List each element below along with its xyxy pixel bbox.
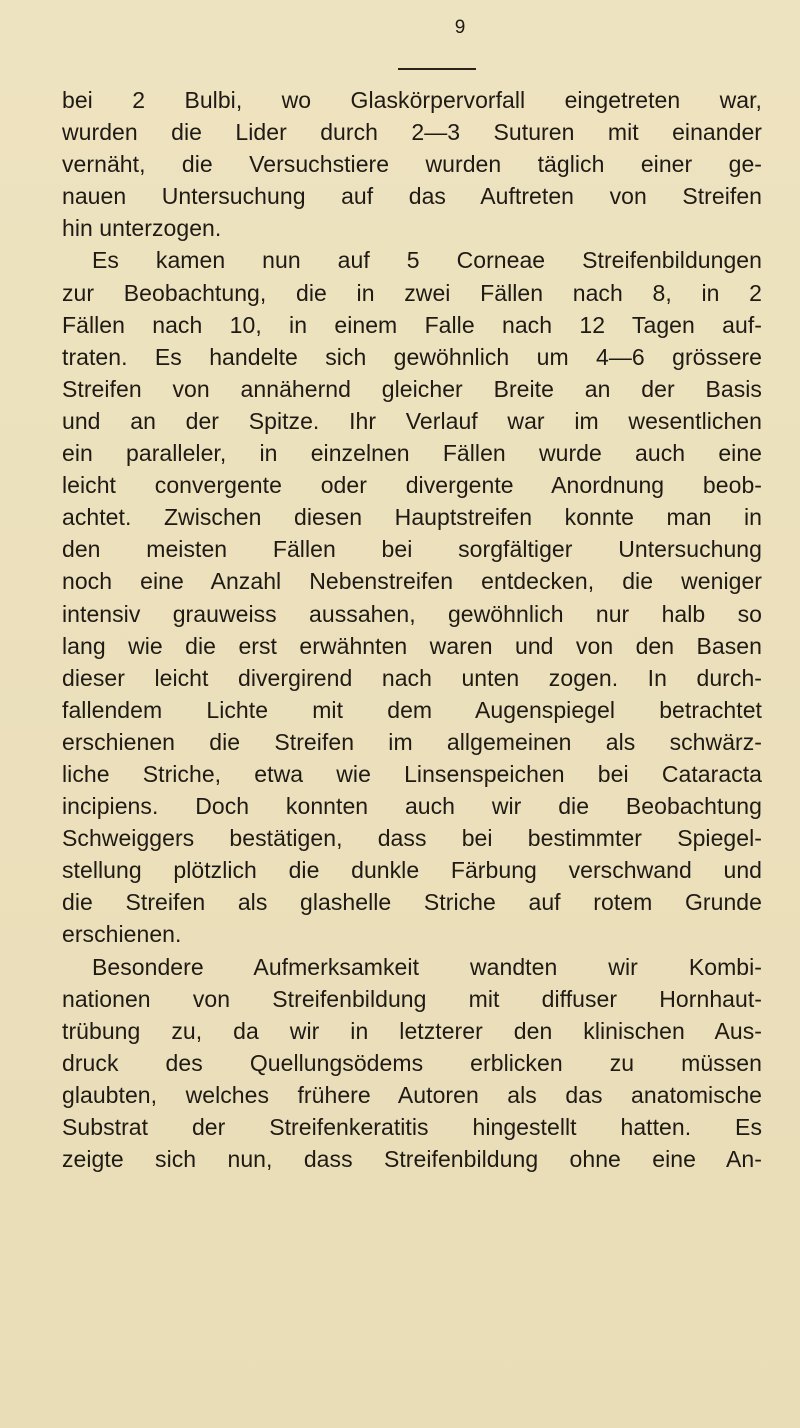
text-line: den meisten Fällen bei sorgfältiger Untersuchung [62,536,762,563]
text-line: die Streifen als glashelle Striche auf rotem Grunde [62,889,762,916]
text-line: intensiv grauweiss aussahen, gewöhnlich nur halb so [62,600,762,627]
text-line: liche Striche, etwa wie Linsenspeichen bei Cataracta [62,760,762,787]
text-line: leicht convergente oder divergente Anordnung beob- [62,472,762,499]
text-line: Es kamen nun auf 5 Corneae Streifenbildungen [92,247,762,274]
text-line: achtet. Zwischen diesen Hauptstreifen konnte man in [62,504,762,531]
page-header [0,16,800,76]
text-line: trübung zu, da wir in letzterer den klinischen Aus- [62,1017,762,1044]
text-line: wurden die Lider durch 2—3 Suturen mit einander [62,119,762,146]
text-line: vernäht, die Versuchstiere wurden täglich einer ge- [62,151,762,178]
text-line: Fällen nach 10, in einem Falle nach 12 Tagen auf- [62,311,762,338]
text-line: nationen von Streifenbildung mit diffuser Hornhaut- [62,985,762,1012]
text-line: und an der Spitze. Ihr Verlauf war im wesentlichen [62,407,762,434]
text-line: traten. Es handelte sich gewöhnlich um 4—6 grössere [62,343,762,370]
text-line: fallendem Lichte mit dem Augenspiegel betrachtet [62,696,762,723]
text-line: nauen Untersuchung auf das Auftreten von Streifen [62,183,762,210]
text-line: ein paralleler, in einzelnen Fällen wurde auch eine [62,440,762,467]
text-line: druck des Quellungsödems erblicken zu müssen [62,1049,762,1076]
text-line: bei 2 Bulbi, wo Glaskörpervorfall eingetreten war, [62,87,762,113]
header-rule [398,68,476,70]
text-line: Streifen von annähernd gleicher Breite an der Basis [62,375,762,402]
text-line: noch eine Anzahl Nebenstreifen entdecken, die weniger [62,568,762,595]
text-line: hin unterzogen. [62,215,222,242]
text-line: glaubten, welches frühere Autoren als das anatomische [62,1081,762,1108]
text-line: dieser leicht divergirend nach unten zogen. In durch- [62,664,762,691]
text-line: erschienen die Streifen im allgemeinen als schwärz- [62,728,762,755]
text-line: zeigte sich nun, dass Streifenbildung ohne eine An- [62,1146,762,1173]
text-line: Substrat der Streifenkeratitis hingestellt hatten. Es [62,1114,762,1140]
text-line: lang wie die erst erwähnten waren und von den Basen [62,632,762,659]
page-number: 9 [454,17,466,38]
text-line: Schweiggers bestätigen, dass bei bestimmter Spiegel- [62,825,762,852]
text-line: erschienen. [62,921,182,948]
text-line: incipiens. Doch konnten auch wir die Beobachtung [62,793,762,820]
text-line: stellung plötzlich die dunkle Färbung verschwand und [62,857,762,884]
text-line: zur Beobachtung, die in zwei Fällen nach 8, in 2 [62,279,762,306]
body-text [62,84,762,1175]
text-line: Besondere Aufmerksamkeit wandten wir Kombi- [92,953,762,980]
